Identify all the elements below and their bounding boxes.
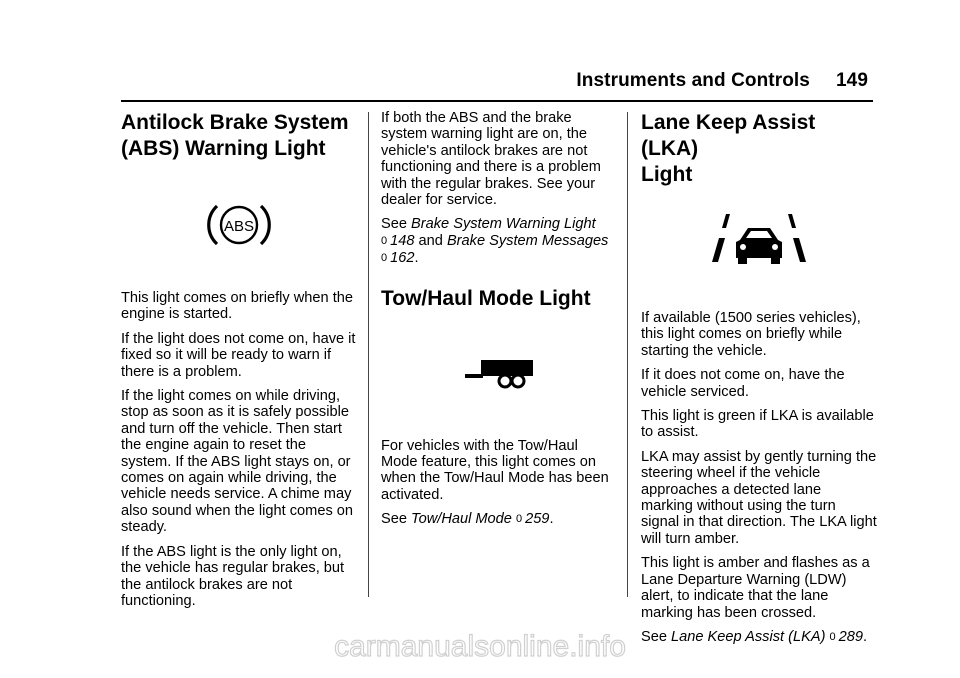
- cross-reference-page[interactable]: 148: [390, 232, 415, 249]
- abs-heading-line1: Antilock Brake System: [121, 111, 349, 134]
- tow-haul-icon: [381, 360, 613, 390]
- column-brake-tow: [381, 110, 613, 537]
- cross-reference-page[interactable]: 162: [390, 250, 415, 267]
- see-also-tow: See Tow/Haul Mode 0 259.: [381, 511, 554, 528]
- cross-reference[interactable]: Brake System Messages: [446, 232, 609, 249]
- column-abs: [121, 110, 357, 617]
- lka-heading-line2: Light: [641, 163, 693, 186]
- lka-heading-line1: Lane Keep Assist (LKA): [641, 111, 816, 160]
- watermark-text: carmanualsonline.info: [334, 630, 626, 663]
- column-divider: [627, 112, 628, 597]
- abs-warning-icon: [121, 200, 357, 250]
- tow-haul-heading: Tow/Haul Mode Light: [381, 286, 591, 310]
- page-number: 149: [835, 70, 868, 91]
- paragraph: This light is green if LKA is available to assist.: [641, 408, 874, 441]
- paragraph: If both the ABS and the brake system warning light are on, the vehicle's antilock brakes are not functioning and there is a problem with the regular brakes. See your dealer for service.: [381, 110, 601, 209]
- page-ref-icon: 0: [381, 234, 388, 247]
- page-ref-icon: 0: [515, 513, 523, 526]
- lane-keep-assist-icon: [641, 214, 877, 280]
- page-header: [576, 70, 868, 92]
- cross-reference[interactable]: Lane Keep Assist (LKA): [671, 628, 826, 645]
- paragraph: LKA may assist by gently turning the steering wheel if the vehicle approaches a detected lane marking without using the turn signal in that direction. The LKA light will turn amber.: [641, 448, 877, 547]
- section-title: Instruments and Controls: [576, 70, 810, 91]
- paragraph: If it does not come on, have the vehicle serviced.: [641, 367, 845, 400]
- page-ref-icon: 0: [829, 630, 836, 643]
- paragraph: If the light does not come on, have it fixed so it will be ready to warn if there is a problem.: [121, 330, 356, 380]
- paragraph: If available (1500 series vehicles), this light comes on briefly while starting the vehicle.: [641, 310, 861, 359]
- paragraph: This light comes on briefly when the engine is started.: [121, 290, 353, 323]
- abs-heading: [121, 110, 357, 162]
- lka-heading: [641, 110, 877, 188]
- paragraph: If the ABS light is the only light on, the vehicle has regular brakes, but the antilock brakes are not functioning.: [121, 543, 345, 609]
- header-rule: [121, 100, 873, 102]
- column-lka: [641, 110, 877, 654]
- page-ref-icon: 0: [381, 252, 388, 265]
- abs-heading-line2: (ABS) Warning Light: [121, 137, 326, 160]
- see-also-brake: See Brake System Warning Light 0 148 and Brake System Messages 0 162.: [381, 216, 609, 267]
- cross-reference-page[interactable]: 289: [838, 628, 863, 645]
- cross-reference[interactable]: Brake System Warning Light: [411, 216, 596, 233]
- paragraph: If the light comes on while driving, stop as soon as it is safely possible and turn off the vehicle. Then start the engine again to reset the system. If the ABS light stays on, or comes on again while driving, the vehicle needs service. A chime may also sound when the light comes on steady.: [121, 388, 354, 536]
- cross-reference[interactable]: Tow/Haul Mode: [411, 511, 512, 528]
- paragraph: For vehicles with the Tow/Haul Mode feature, this light comes on when the Tow/Haul Mode has been activated.: [381, 437, 609, 503]
- abs-icon-text: ABS: [223, 218, 255, 235]
- see-also-lka: See Lane Keep Assist (LKA) 0 289.: [641, 628, 868, 645]
- cross-reference-page[interactable]: 259: [525, 511, 550, 528]
- column-divider: [368, 112, 369, 597]
- paragraph: This light is amber and flashes as a Lane Departure Warning (LDW) alert, to indicate that the lane marking has been crossed.: [641, 555, 870, 621]
